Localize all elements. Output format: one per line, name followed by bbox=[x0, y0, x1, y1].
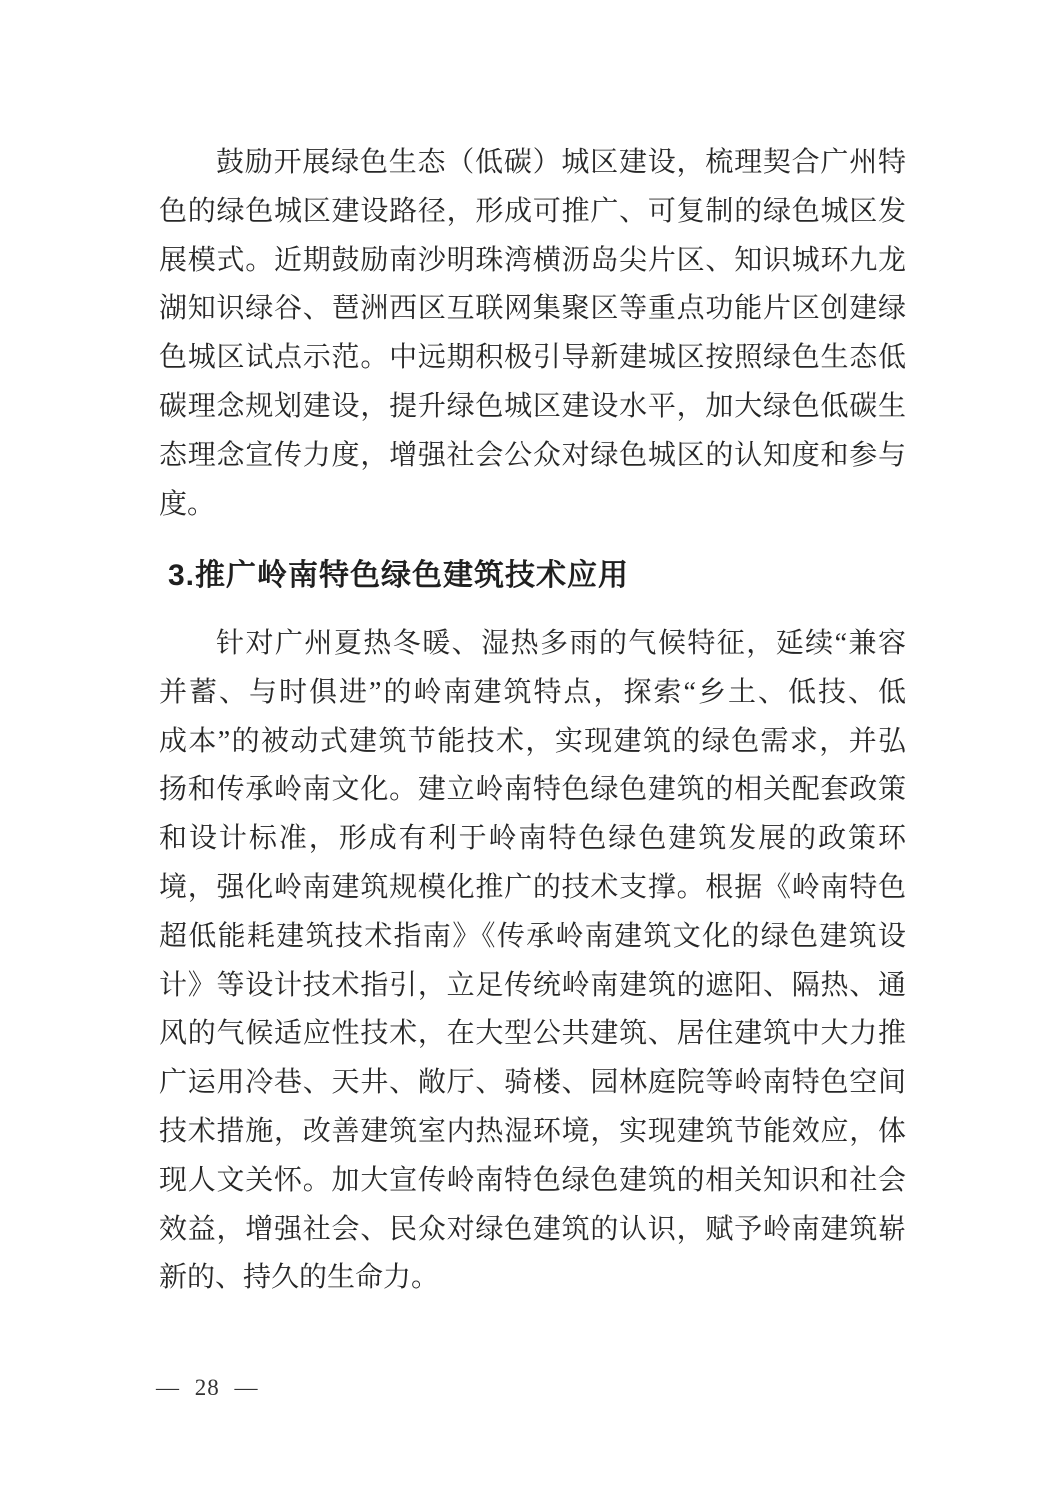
paragraph-lingnan-technology bbox=[159, 620, 906, 1303]
paragraph-green-eco-districts bbox=[159, 139, 906, 529]
text-line: 并蓄、与时俱进”的岭南建筑特点，探索“乡土、低技、低 bbox=[159, 676, 906, 708]
text-line: 展模式。近期鼓励南沙明珠湾横沥岛尖片区、知识城环九龙 bbox=[159, 244, 906, 276]
text-line: 计》等设计技术指引，立足传统岭南建筑的遮阳、隔热、通 bbox=[159, 969, 906, 1001]
text-line: 鼓励开展绿色生态（低碳）城区建设，梳理契合广州特 bbox=[216, 147, 906, 178]
text-line: 风的气候适应性技术，在大型公共建筑、居住建筑中大力推 bbox=[159, 1018, 906, 1050]
text-line: 现人文关怀。加大宣传岭南特色绿色建筑的相关知识和社会 bbox=[159, 1164, 906, 1196]
text-line: 碳理念规划建设，提升绿色城区建设水平，加大绿色低碳生 bbox=[159, 390, 906, 422]
text-line: 度。 bbox=[159, 488, 216, 520]
text-line: 色城区试点示范。中远期积极引导新建城区按照绿色生态低 bbox=[159, 342, 906, 374]
text-line: 和设计标准，形成有利于岭南特色绿色建筑发展的政策环 bbox=[159, 823, 906, 855]
text-line: 扬和传承岭南文化。建立岭南特色绿色建筑的相关配套政策 bbox=[159, 774, 906, 806]
text-line: 新的、持久的生命力。 bbox=[159, 1262, 440, 1294]
text-line: 成本”的被动式建筑节能技术，实现建筑的绿色需求，并弘 bbox=[159, 725, 906, 757]
page-number: — 28 — bbox=[156, 1375, 259, 1400]
text-line: 境，强化岭南建筑规模化推广的技术支撑。根据《岭南特色 bbox=[159, 871, 906, 903]
text-line: 效益，增强社会、民众对绿色建筑的认识，赋予岭南建筑崭 bbox=[159, 1213, 906, 1245]
text-line: 技术措施，改善建筑室内热湿环境，实现建筑节能效应，体 bbox=[159, 1115, 906, 1147]
text-line: 色的绿色城区建设路径，形成可推广、可复制的绿色城区发 bbox=[159, 195, 906, 227]
text-line: 湖知识绿谷、琶洲西区互联网集聚区等重点功能片区创建绿 bbox=[159, 293, 906, 325]
section-heading-lingnan-green-building: 3.推广岭南特色绿色建筑技术应用 bbox=[168, 559, 630, 592]
text-line: 态理念宣传力度，增强社会公众对绿色城区的认知度和参与 bbox=[159, 439, 906, 471]
text-line: 广运用冷巷、天井、敞厅、骑楼、园林庭院等岭南特色空间 bbox=[159, 1067, 906, 1099]
text-line: 超低能耗建筑技术指南》《传承岭南建筑文化的绿色建筑设 bbox=[159, 920, 906, 952]
text-line: 针对广州夏热冬暖、湿热多雨的气候特征，延续“兼容 bbox=[216, 628, 906, 659]
